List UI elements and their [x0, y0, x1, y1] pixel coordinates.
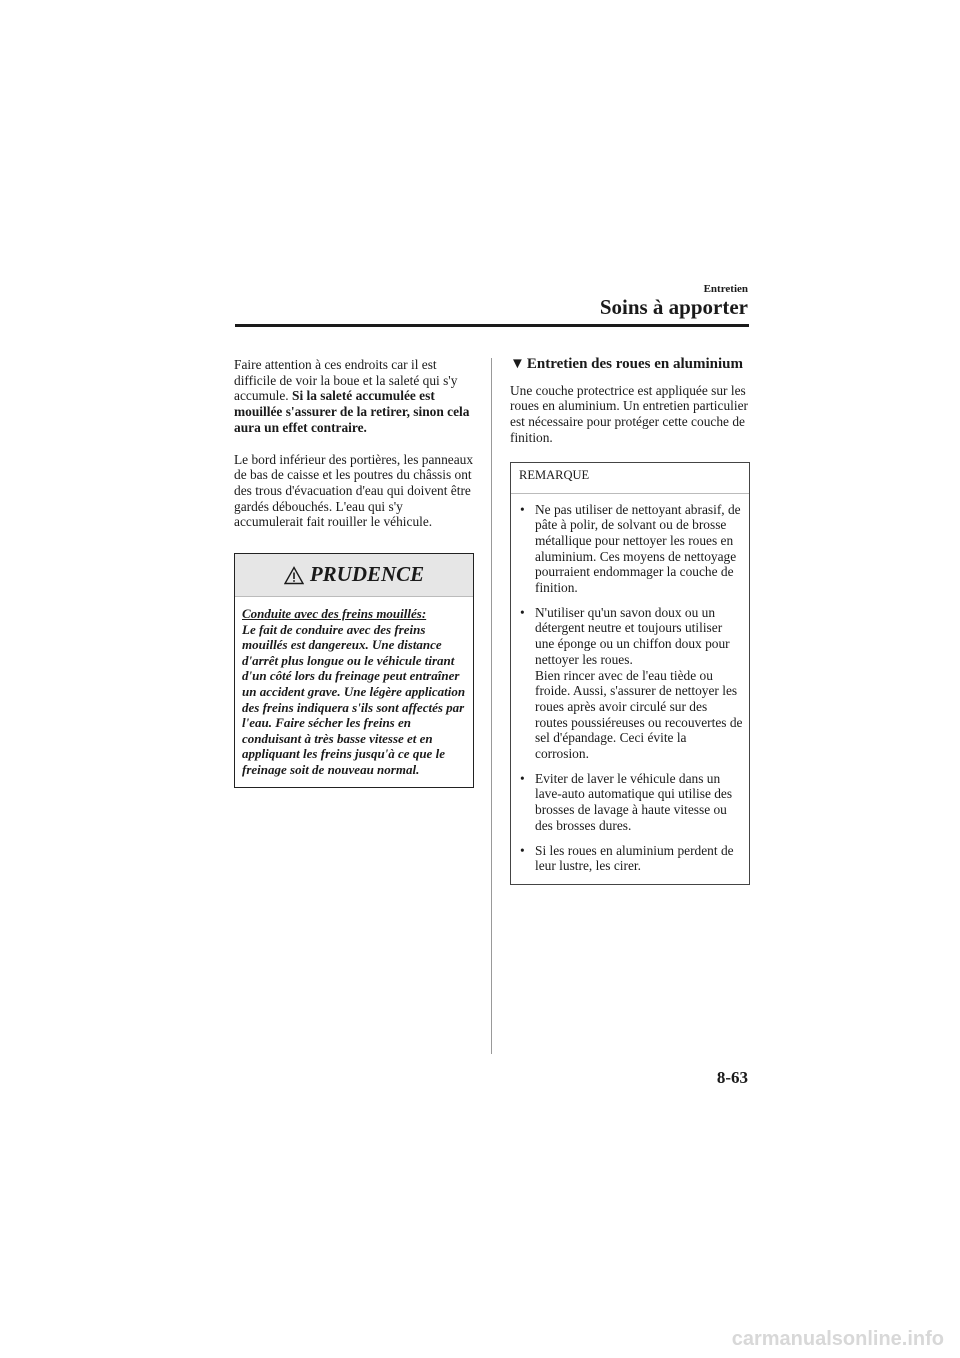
right-column — [510, 357, 750, 885]
list-item-text: Ne pas utiliser de nettoyant abrasif, de pâte à polir, de solvant ou de brosse métallique pour nettoyer les roues en aluminium. Ces moyens de nettoyage pourraient endommager la couche de finition. — [535, 501, 741, 596]
list-item — [519, 771, 743, 834]
caution-subtitle: Conduite avec des freins mouillés: — [242, 606, 427, 622]
list-item-text: Si les roues en aluminium perdent de leur lustre, les cirer. — [535, 842, 734, 874]
list-item — [519, 605, 743, 762]
list-item-text: Eviter de laver le véhicule dans un lave-auto automatique qui utilise des brosses de lavage à haute vitesse ou des brosses dures. — [535, 770, 733, 833]
column-divider — [491, 358, 492, 1054]
list-item-extra-text: Bien rincer avec de l'eau tiède ou froide. Aussi, s'assurer de nettoyer les roues après avoir circulé sur des routes poussiéreuses ou recouvertes de sel d'épandage. Ceci évite la corrosion. — [535, 667, 743, 762]
caution-header — [235, 554, 473, 597]
warning-triangle-icon — [284, 566, 304, 585]
remarque-box — [510, 462, 750, 885]
section-heading — [510, 357, 750, 373]
page-number: 8-63 — [716, 1068, 748, 1087]
caution-box — [234, 553, 474, 788]
remarque-body — [511, 494, 749, 884]
caution-title: PRUDENCE — [309, 562, 425, 587]
caution-body — [235, 597, 473, 787]
bullet-icon: • — [520, 842, 525, 858]
left-column — [234, 357, 474, 788]
triangle-down-icon: ▼ — [510, 356, 525, 372]
paragraph-text: Faire attention à ces endroits car il est difficile de voir la boue et la saleté qui s'y accumule. — [234, 357, 458, 404]
watermark: carmanualsonline.info — [731, 1328, 944, 1350]
caution-text: Le fait de conduire avec des freins mouillés est dangereux. Une distance d'arrêt plus longue ou le véhicule tirant d'un côté lors du freinage peut entraîner un accident grave. Une légère application des freins indiquera s'ils sont affectés par l'eau. Faire sécher les freins en conduisant à très basse vitesse et en appliquant les freins jusqu'à ce que le freinage soit de nouveau normal. — [242, 621, 466, 777]
list-item — [519, 502, 743, 596]
bullet-icon: • — [520, 770, 525, 786]
header-rule — [235, 324, 749, 327]
bullet-icon: • — [520, 604, 525, 620]
paragraph-drain-holes: Le bord inférieur des portières, les panneaux de bas de caisse et les poutres du châssis ont des trous d'évacuation d'eau qui doivent être gardés débouchés. L'eau qui s'y accumulerait fait rouiller le véhicule. — [234, 451, 474, 530]
paragraph-dirt-warning — [234, 357, 474, 436]
list-item — [519, 843, 743, 874]
remarque-title: REMARQUE — [511, 463, 749, 494]
section-title: Soins à apporter — [599, 295, 748, 319]
list-item-text: N'utiliser qu'un savon doux ou un détergent neutre et toujours utiliser une éponge ou un chiffon doux pour nettoyer les roues. — [535, 604, 730, 667]
bullet-icon: • — [520, 501, 525, 517]
paragraph-aluminium-intro: Une couche protectrice est appliquée sur les roues en aluminium. Un entretien particulier est nécessaire pour protéger cette couche de finition. — [510, 382, 748, 445]
paragraph-bold-text: Si la saleté accumulée est mouillée s'assurer de la retirer, sinon cela aura un effet contraire. — [234, 388, 470, 435]
chapter-label: Entretien — [703, 283, 748, 295]
remarque-list — [519, 502, 743, 874]
section-heading-text: Entretien des roues en aluminium — [526, 356, 743, 372]
